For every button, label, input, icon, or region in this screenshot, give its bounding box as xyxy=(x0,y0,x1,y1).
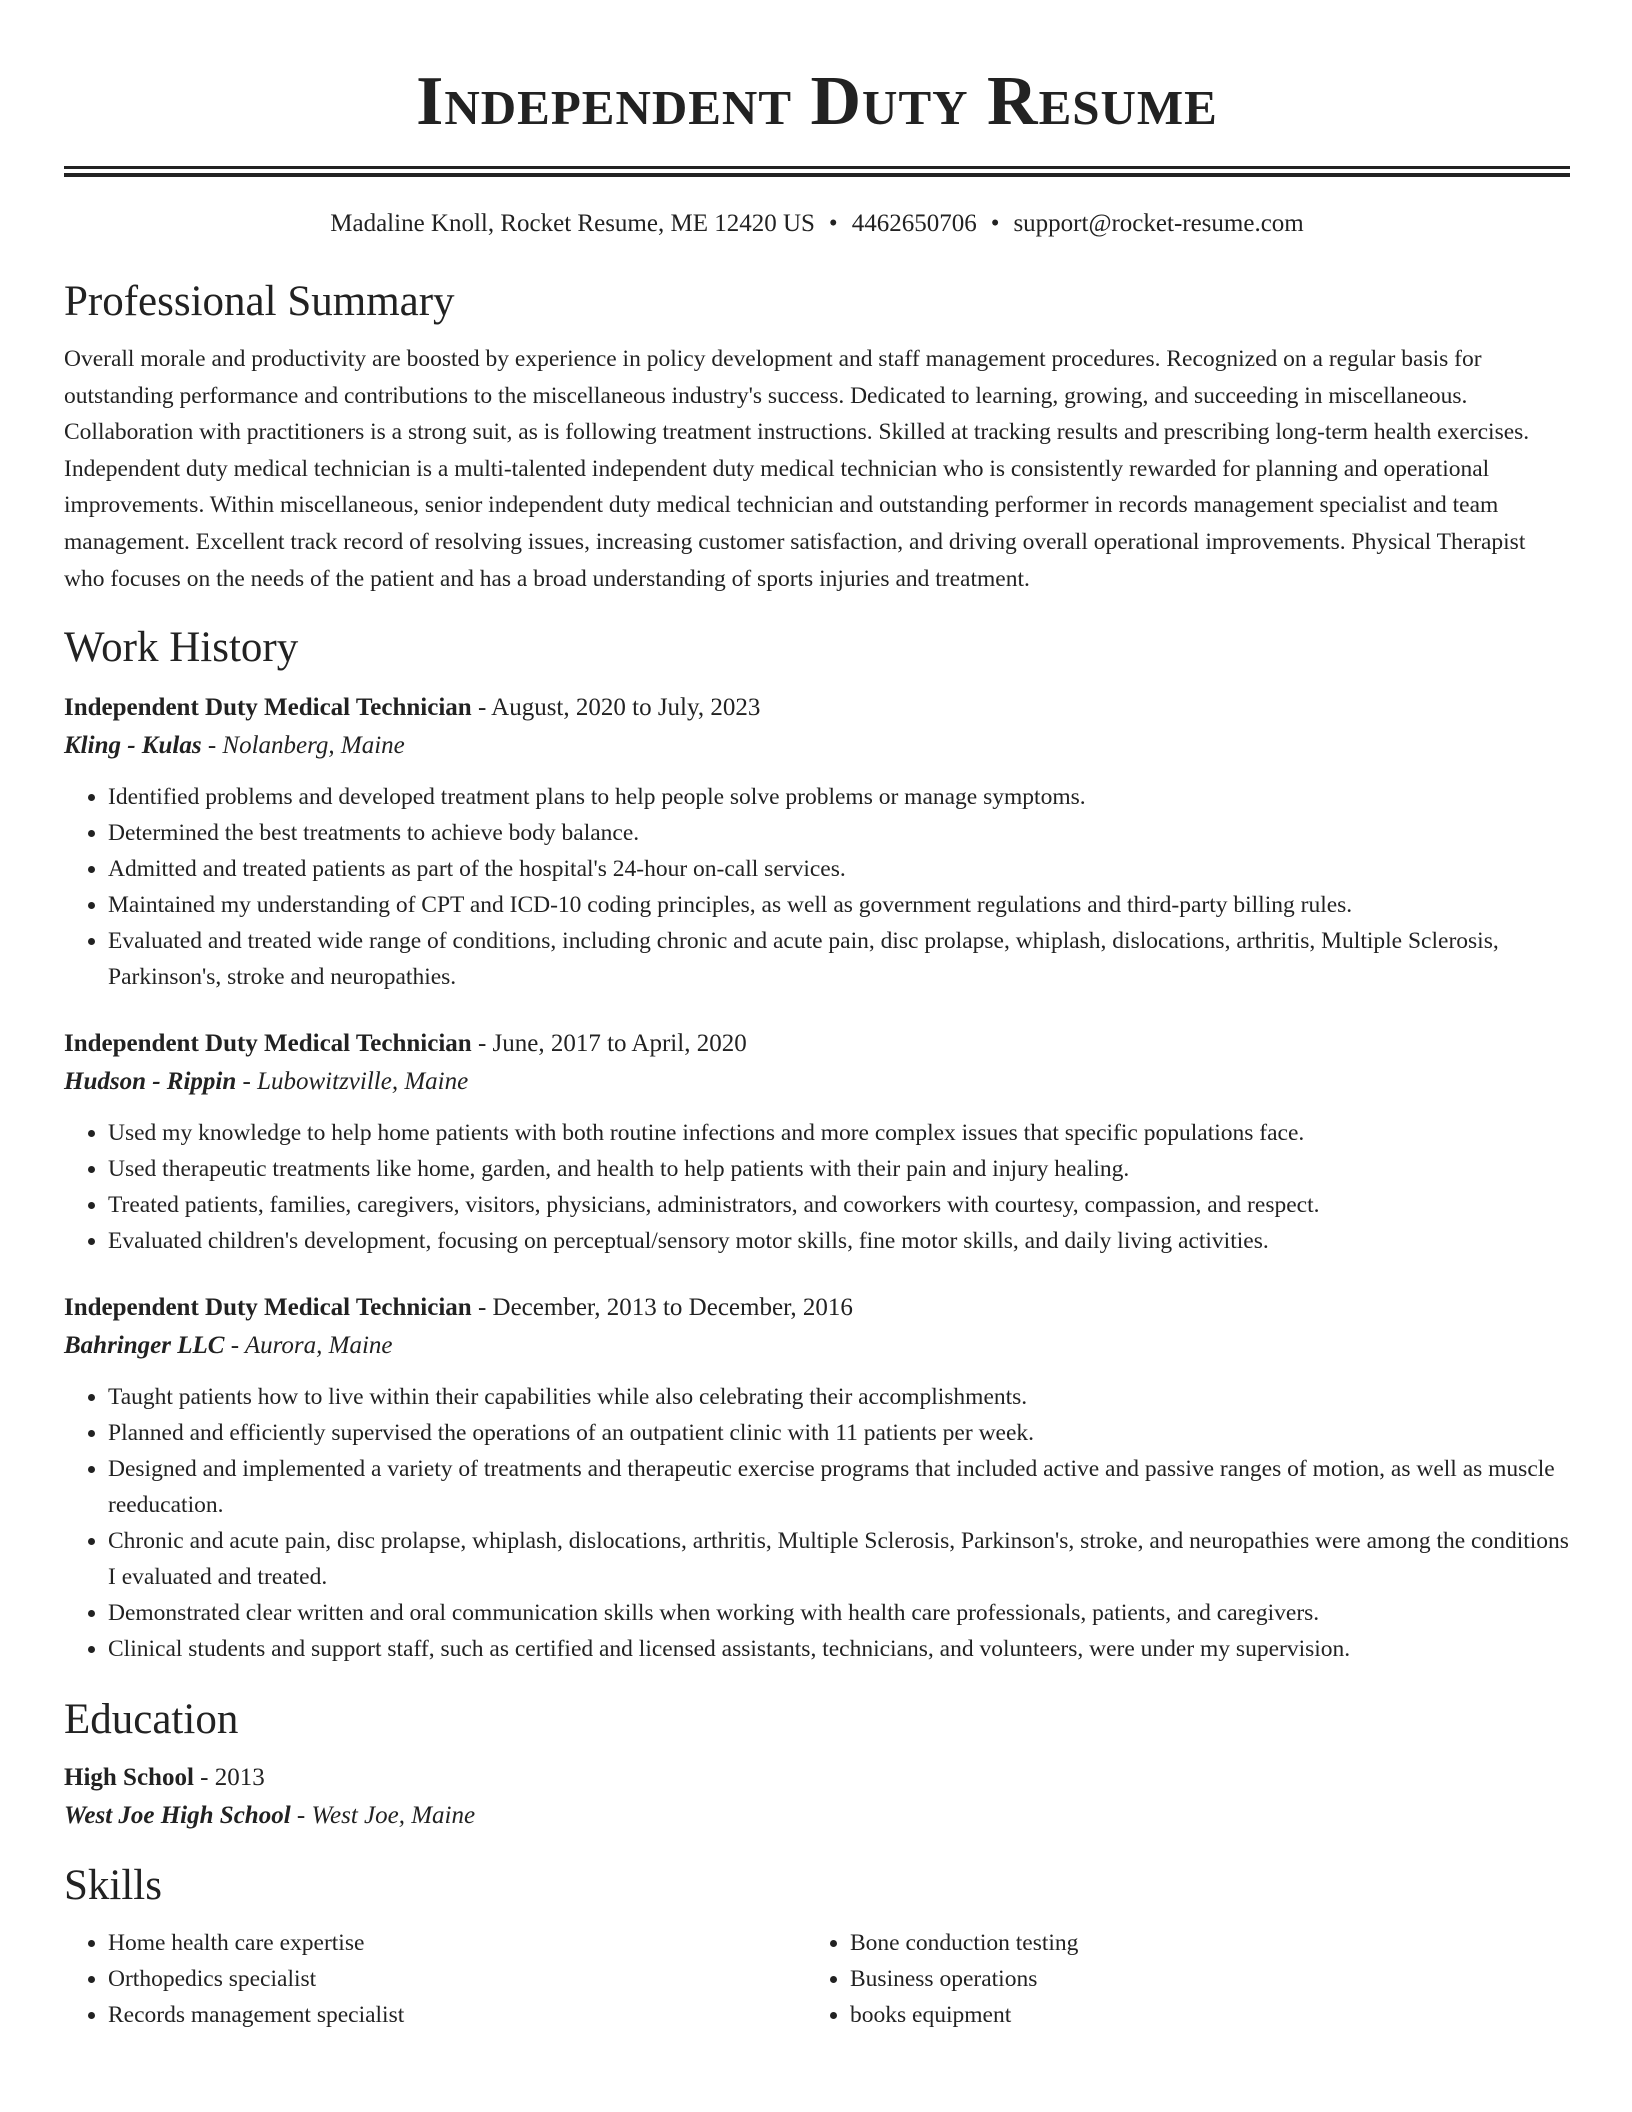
skill-item: • books equipment xyxy=(850,1997,1548,2033)
job-bullet: • Designed and implemented a variety of treatments and therapeutic exercise programs that included active and passive ranges of motion, as well as muscle reeducation. xyxy=(108,1451,1570,1523)
job-dates: - June, 2017 to April, 2020 xyxy=(471,1030,747,1058)
job-dates: - December, 2013 to December, 2016 xyxy=(471,1294,853,1322)
company-line xyxy=(64,1063,1570,1101)
company-name: Hudson - Rippin xyxy=(64,1068,237,1096)
company-location: - Nolanberg, Maine xyxy=(201,732,405,760)
skill-item: • Bone conduction testing xyxy=(850,1925,1548,1961)
work-history-heading: Work History xyxy=(64,624,299,672)
job-entry xyxy=(64,1289,1570,1667)
company-name: Kling - Kulas xyxy=(64,732,202,760)
job-bullet: • Identified problems and developed treatment plans to help people solve problems or manage symptoms. xyxy=(108,779,1570,815)
job-dates: - August, 2020 to July, 2023 xyxy=(471,694,761,722)
job-bullet: • Used therapeutic treatments like home, garden, and health to help patients with their pain and injury healing. xyxy=(108,1151,1570,1187)
job-bullets xyxy=(64,1379,1570,1667)
title-divider-bottom xyxy=(64,173,1570,177)
company-line xyxy=(64,1327,1570,1365)
job-bullets xyxy=(64,1115,1570,1259)
job-bullet: • Used my knowledge to help home patients with both routine infections and more complex issues that specific populations face. xyxy=(108,1115,1570,1151)
contact-address: Madaline Knoll, Rocket Resume, ME 12420 US xyxy=(330,210,815,237)
job-bullet: • Demonstrated clear written and oral communication skills when working with health care professionals, patients, and caregivers. xyxy=(108,1595,1570,1631)
skill-item: • Orthopedics specialist xyxy=(108,1961,806,1997)
job-bullet: • Evaluated children's development, focusing on perceptual/sensory motor skills, fine motor skills, and daily living activities. xyxy=(108,1223,1570,1259)
degree: High School xyxy=(64,1764,194,1792)
job-title: Independent Duty Medical Technician xyxy=(64,1030,472,1058)
job-bullet: • Treated patients, families, caregivers, visitors, physicians, administrators, and coworkers with courtesy, compassion, and respect. xyxy=(108,1187,1570,1223)
skill-item: • Records management specialist xyxy=(108,1997,806,2033)
graduation-year: - 2013 xyxy=(193,1764,265,1792)
job-bullet: • Clinical students and support staff, such as certified and licensed assistants, technicians, and volunteers, were under my supervision. xyxy=(108,1631,1570,1667)
resume-page xyxy=(64,0,1570,2033)
job-bullets xyxy=(64,779,1570,995)
summary-text: Overall morale and productivity are boosted by experience in policy development and staff management procedures. Recognized on a regular basis for outstanding performance and contributions to the miscellaneous industry's success. Dedicated to learning, growing, and succeeding in miscellaneous. Collaboration with practitioners is a strong suit, as is following treatment instructions. Skilled at tracking results and prescribing long-term health exercises. Independent duty medical technician is a multi-talented independent duty medical technician who is consistently rewarded for planning and operational improvements. Within miscellaneous, senior independent duty medical technician and outstanding performer in records management specialist and team management. Excellent track record of resolving issues, increasing customer satisfaction, and driving overall operational improvements. Physical Therapist who focuses on the needs of the patient and has a broad understanding of sports injuries and treatment. xyxy=(64,346,1530,592)
job-entry xyxy=(64,689,1570,995)
contact-separator: • xyxy=(828,210,838,237)
school-location: - West Joe, Maine xyxy=(290,1802,476,1830)
skills-heading: Skills xyxy=(64,1862,162,1910)
job-bullet: • Evaluated and treated wide range of conditions, including chronic and acute pain, disc prolapse, whiplash, dislocations, arthritis, Multiple Sclerosis, Parkinson's, stroke and neuropathies. xyxy=(108,923,1570,995)
skill-item: • Home health care expertise xyxy=(108,1925,806,1961)
job-bullet: • Taught patients how to live within their capabilities while also celebrating their accomplishments. xyxy=(108,1379,1570,1415)
skills-columns xyxy=(64,1925,1570,2033)
job-title-line xyxy=(64,689,1570,727)
job-title-line xyxy=(64,1025,1570,1063)
contact-email: support@rocket-resume.com xyxy=(1013,210,1304,237)
school-name: West Joe High School xyxy=(64,1802,291,1830)
company-location: - Aurora, Maine xyxy=(224,1332,393,1360)
job-entry xyxy=(64,1025,1570,1259)
job-title: Independent Duty Medical Technician xyxy=(64,694,472,722)
resume-title: Independent Duty Resume xyxy=(416,63,1218,140)
job-title: Independent Duty Medical Technician xyxy=(64,1294,472,1322)
degree-line xyxy=(64,1759,1570,1797)
skills-list-left xyxy=(64,1925,806,2033)
contact-line xyxy=(64,209,1570,239)
company-name: Bahringer LLC xyxy=(64,1332,225,1360)
skill-item: • Business operations xyxy=(850,1961,1548,1997)
education-entry xyxy=(64,1759,1570,1835)
job-bullet: • Maintained my understanding of CPT and ICD-10 coding principles, as well as government regulations and third-party billing rules. xyxy=(108,887,1570,923)
job-bullet: • Planned and efficiently supervised the operations of an outpatient clinic with 11 patients per week. xyxy=(108,1415,1570,1451)
contact-phone: 4462650706 xyxy=(851,210,977,237)
skills-list-right xyxy=(806,1925,1548,2033)
education-heading: Education xyxy=(64,1696,239,1744)
title-divider-top xyxy=(64,166,1570,169)
job-bullet: • Chronic and acute pain, disc prolapse, whiplash, dislocations, arthritis, Multiple Sclerosis, Parkinson's, stroke, and neuropathies were among the conditions I evaluated and treated. xyxy=(108,1523,1570,1595)
job-bullet: • Determined the best treatments to achieve body balance. xyxy=(108,815,1570,851)
job-bullet: • Admitted and treated patients as part of the hospital's 24-hour on-call services. xyxy=(108,851,1570,887)
school-line xyxy=(64,1797,1570,1835)
job-title-line xyxy=(64,1289,1570,1327)
summary-heading: Professional Summary xyxy=(64,278,455,325)
contact-separator: • xyxy=(990,210,1000,237)
company-location: - Lubowitzville, Maine xyxy=(236,1068,469,1096)
company-line xyxy=(64,727,1570,765)
